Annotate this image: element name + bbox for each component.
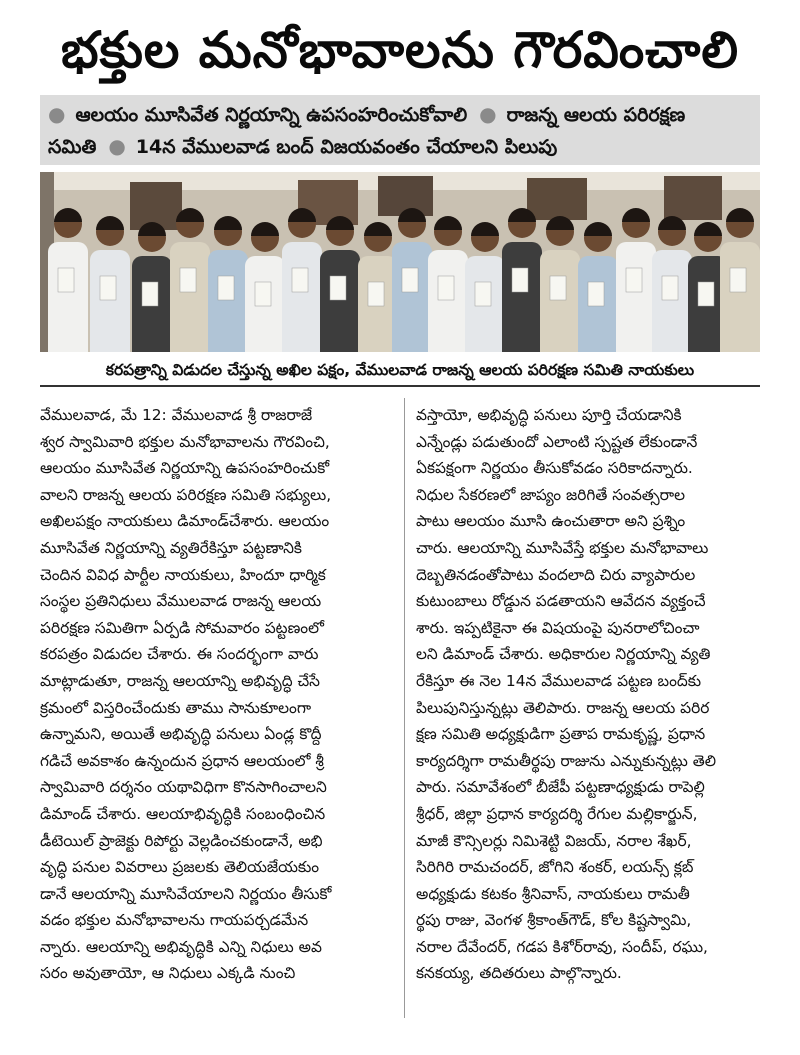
column-divider — [404, 398, 405, 1018]
pamphlet — [475, 282, 491, 306]
article-line: వస్తాయో, అభివృద్ధి పనులు పూర్తి చేయడానికి — [416, 406, 682, 424]
article-line: పరిరక్షణ సమితిగా ఏర్పడి సోమవారం పట్టణంలో — [40, 618, 324, 637]
article-line: నరాల దేవేందర్, గడప కిశోర్‌రావు, సందీప్, రఘు, — [416, 937, 708, 956]
pamphlet — [512, 268, 528, 292]
pamphlet — [100, 276, 116, 300]
article-line: ఎన్నేండ్లు పడుతుందో ఎలాంటి స్పష్టత లేకుండానే — [416, 432, 698, 451]
article-line: మాట్లాడుతూ, రాజన్న ఆలయాన్ని అభివృద్ధి చేసే — [40, 671, 320, 690]
person-figure — [48, 242, 88, 352]
article-line: లని డిమాండ్ చేశారు. అధికారుల నిర్ణయాన్ని వ్యతి — [416, 645, 711, 664]
person-figure — [170, 242, 210, 352]
article-line: సరం అవుతాయో, ఆ నిధులు ఎక్కడి నుంచి — [40, 964, 296, 983]
article-line: శారు. ఇప్పటికైనా ఈ విషయంపై పునరాలోచించా — [416, 618, 700, 637]
article-line: మూసివేత నిర్ణయాన్ని వ్యతిరేకిస్తూ పట్టణానికి — [40, 538, 302, 557]
article-line: వాలని రాజన్న ఆలయ పరిరక్షణ సమితి సభ్యులు, — [40, 485, 332, 504]
article-line: దెబ్బతినడంతోపాటు వందలాది చిరు వ్యాపారుల — [416, 565, 696, 584]
person-figure — [208, 250, 248, 352]
article-line: నిధుల సేకరణలో జాప్యం జరిగితే సంవత్సరాల — [416, 485, 686, 504]
headline: భక్తుల మనోభావాలను గౌరవించాలి — [61, 21, 739, 79]
article-line: ర్థపు రాజు, వెంగళ శ్రీకాంత్‌గౌడ్, కోల కిష్టస్వామి, — [416, 911, 692, 930]
article-line: ఏకపక్షంగా నిర్ణయం తీసుకోవడం సరికాదన్నారు. — [416, 459, 693, 478]
bullet-icon: ● — [108, 134, 126, 158]
group-photo-illustration — [40, 172, 760, 352]
article-line: మాజీ కౌన్సిలర్లు నిమిశెట్టి విజయ్, నరాల శేఖర్, — [416, 831, 692, 850]
person-figure — [428, 250, 468, 352]
pamphlet — [550, 276, 566, 300]
article-line: చెందిన వివిధ పార్టీల నాయకులు, హిందూ ధార్మిక — [40, 565, 326, 584]
article-line: వేములవాడ, మే 12: వేములవాడ శ్రీ రాజరాజే — [40, 406, 313, 424]
pamphlet — [180, 268, 196, 292]
article-line: గడిచే అవకాశం ఉన్నందున ప్రధాన ఆలయంలో శ్రీ — [40, 751, 324, 770]
article-line: ఆలయం మూసివేత నిర్ణయాన్ని ఉపసంహరించుకో — [40, 459, 330, 478]
article-line: క్రమంలో విస్తరించేందుకు తాము సానుకూలంగా — [40, 698, 312, 717]
article-column-right — [416, 402, 766, 987]
article-line: శ్వర స్వామివారి భక్తుల మనోభావాలను గౌరవించి, — [40, 432, 330, 451]
person-figure — [90, 250, 130, 352]
article-line: పిలుపునిస్తున్నట్లు తెలిపారు. రాజన్న ఆలయ పరిర — [416, 698, 710, 717]
pamphlet — [142, 282, 158, 306]
pamphlet — [662, 276, 678, 300]
article-line: పాటు ఆలయం మూసి ఉంచుతారా అని ప్రశ్నిం — [416, 512, 686, 531]
article-line: క్షణ సమితి అధ్యక్షుడిగా ప్రతాప రామకృష్ణ, ప్రధాన — [416, 725, 706, 744]
article-line: శ్రీధర్, జిల్లా ప్రధాన కార్యదర్శి రేగుల మల్లికార్జున్, — [416, 804, 698, 823]
article-line: డిమాండ్ చేశారు. ఆలయాభివృద్ధికి సంబంధించిన — [40, 804, 326, 823]
group-photo — [40, 172, 760, 352]
subhead-point-1: ఆలయం మూసివేత నిర్ణయాన్ని ఉపసంహరించుకోవాలి — [75, 104, 468, 126]
article-line: కుటుంబాలు రోడ్డున పడతాయని ఆవేదన వ్యక్తంచే — [416, 592, 706, 611]
person-figure — [320, 250, 360, 352]
subhead-box — [40, 95, 760, 165]
person-figure — [616, 242, 656, 352]
person-figure — [282, 242, 322, 352]
pamphlet — [255, 282, 271, 306]
subhead-point-2a: రాజన్న ఆలయ పరిరక్షణ — [506, 104, 686, 126]
article-line: సిరిగిరి రామచందర్, జోగిని శంకర్, లయన్స్ క్లబ్ — [416, 858, 694, 877]
article-line: కనకయ్య, తదితరులు పాల్గొన్నారు. — [416, 964, 622, 983]
bullet-icon: ● — [48, 102, 66, 126]
article-line: పారు. సమావేశంలో బీజేపీ పట్టణాధ్యక్షుడు రాపెల్లి — [416, 778, 705, 797]
person-figure — [502, 242, 542, 352]
article-line: ఉన్నామని, అయితే అభివృద్ధి పనులు ఏండ్ల కొద్దీ — [40, 725, 322, 744]
pamphlet — [588, 282, 604, 306]
article-line: డానే ఆలయాన్ని మూసివేయాలని నిర్ణయం తీసుకో — [40, 884, 332, 903]
pamphlet — [438, 276, 454, 300]
photo-caption: కరపత్రాన్ని విడుదల చేస్తున్న అఖిల పక్షం, వేములవాడ రాజన్న ఆలయ పరిరక్షణ సమితి నాయకులు — [40, 355, 760, 387]
bullet-icon: ● — [479, 102, 497, 126]
article-line: స్వామివారి దర్శనం యథావిధిగా కొనసాగించాలని — [40, 778, 327, 797]
pamphlet — [698, 282, 714, 306]
article-line: అధ్యక్షుడు కటకం శ్రీనివాస్, నాయకులు రామతీ — [416, 884, 690, 903]
pamphlet — [292, 268, 308, 292]
article-line: చారు. ఆలయాన్ని మూసివేస్తే భక్తుల మనోభావాలు — [416, 538, 709, 557]
article-line: కార్యదర్శిగా రామతీర్థపు రాజును ఎన్నుకున్నట్లు తెలి — [416, 751, 717, 770]
person-figure — [540, 250, 580, 352]
subhead-point-2b: సమితి — [48, 136, 97, 158]
article-line: డీటెయిల్ ప్రాజెక్టు రిపోర్టు వెల్లడించకుండానే, అభి — [40, 831, 323, 850]
pamphlet — [626, 268, 642, 292]
person-figure — [720, 242, 760, 352]
subhead-point-3: 14న వేములవాడ బంద్ విజయవంతం చేయాలని పిలుపు — [135, 136, 558, 158]
subhead-line-2 — [48, 131, 752, 163]
pamphlet — [330, 276, 346, 300]
pamphlet — [402, 268, 418, 292]
article-line: అఖిలపక్షం నాయకులు డిమాండ్‌చేశారు. ఆలయం — [40, 512, 330, 531]
article-line: కరపత్రం విడుదల చేశారు. ఈ సందర్భంగా వారు — [40, 645, 319, 664]
article-line: సంస్థల ప్రతినిధులు వేములవాడ రాజన్న ఆలయ — [40, 592, 322, 611]
pamphlet — [218, 276, 234, 300]
article-line: వృద్ధి పనుల వివరాలు ప్రజలకు తెలియజేయకుం — [40, 858, 320, 877]
person-figure — [392, 242, 432, 352]
pamphlet — [368, 282, 384, 306]
pamphlet — [58, 268, 74, 292]
person-figure — [652, 250, 692, 352]
article-line: న్నారు. ఆలయాన్ని అభివృద్ధికి ఎన్ని నిధులు అవ — [40, 937, 322, 956]
article-line: వడం భక్తుల మనోభావాలను గాయపర్చడమేన — [40, 911, 309, 930]
subhead-line-1 — [48, 99, 752, 131]
article-column-left — [40, 402, 390, 987]
pamphlet — [730, 268, 746, 292]
article-line: రేకిస్తూ ఈ నెల 14న వేములవాడ పట్టణ బంద్‌కు — [416, 671, 702, 690]
